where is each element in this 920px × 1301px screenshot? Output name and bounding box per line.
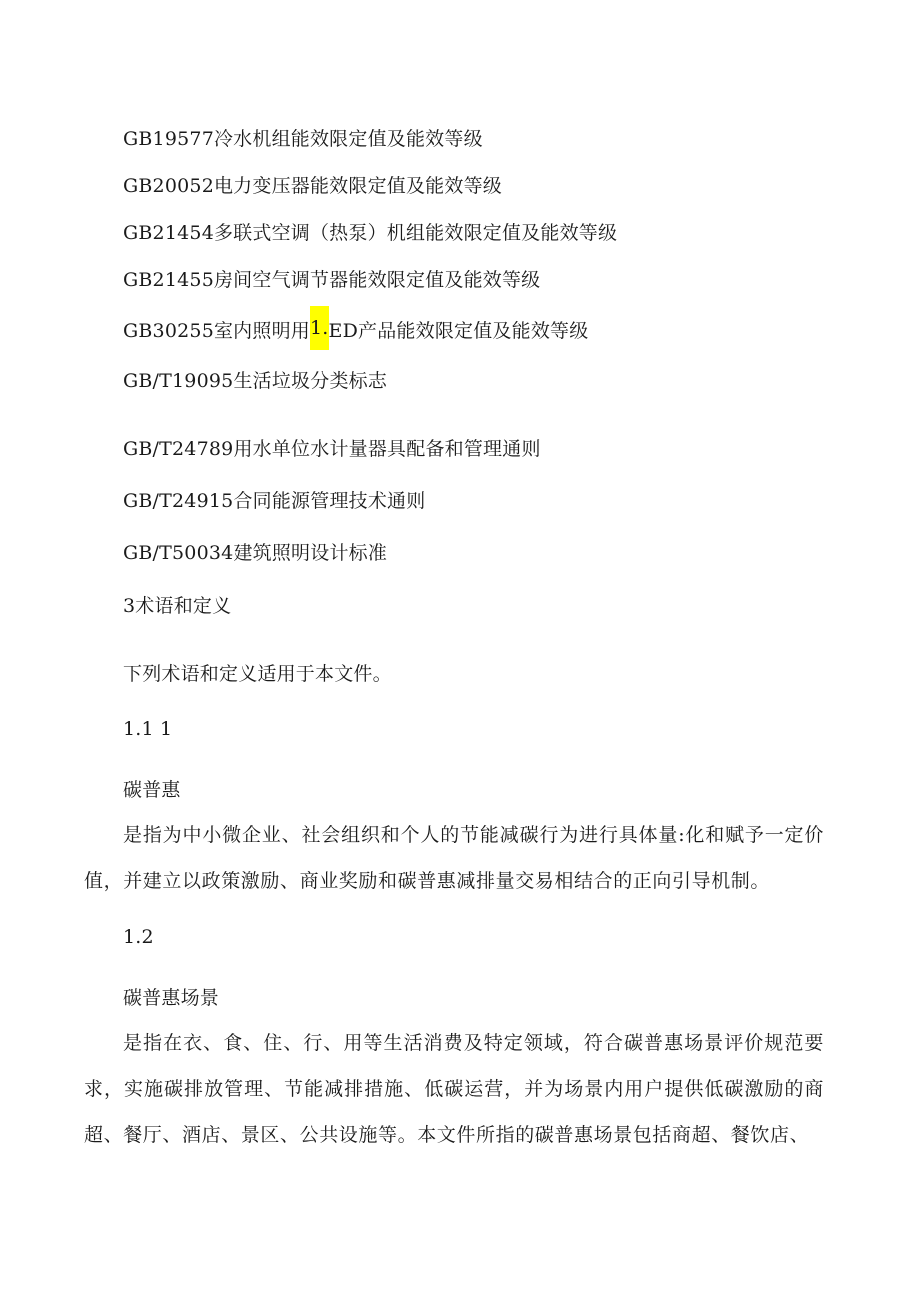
standard-ref: GB20052电力变压器能效限定值及能效等级 xyxy=(123,175,502,197)
standard-ref: GB/T50034建筑照明设计标准 xyxy=(123,542,388,564)
term-definition: 是指为中小微企业、社会组织和个人的节能减碳行为进行具体量:化和赋予一定价值，并建立以政策激励、商业奖励和碳普惠减排量交易相结合的正向引导机制。 xyxy=(84,824,824,892)
standard-ref-led xyxy=(123,314,588,350)
standard-ref: GB/T24915合同能源管理技术通则 xyxy=(123,490,426,512)
standard-ref: GB/T19095生活垃圾分类标志 xyxy=(123,370,388,392)
standard-ref-part: GB30255室内照明用 xyxy=(123,320,310,342)
term-name: 碳普惠场景 xyxy=(123,987,220,1009)
section-heading: 3术语和定义 xyxy=(123,595,232,617)
standard-ref: GB19577冷水机组能效限定值及能效等级 xyxy=(123,128,483,150)
term-name: 碳普惠 xyxy=(123,779,181,801)
term-number: 1.2 xyxy=(123,926,154,948)
standard-ref: GB/T24789用水单位水计量器具配备和管理通则 xyxy=(123,438,541,460)
standard-ref: GB21454多联式空调（热泵）机组能效限定值及能效等级 xyxy=(123,222,618,244)
standard-ref: GB21455房间空气调节器能效限定值及能效等级 xyxy=(123,269,541,291)
term-definition: 是指在衣、食、住、行、用等生活消费及特定领域，符合碳普惠场景评价规范要求，实施碳排放管理、节能减排措施、低碳运营，并为场景内用户提供低碳激励的商超、餐厅、酒店、景区、公共设施等。本文件所指的碳普惠场景包括商超、餐饮店、 xyxy=(84,1032,824,1146)
section-intro: 下列术语和定义适用于本文件。 xyxy=(123,663,392,685)
standard-ref-part: ED产品能效限定值及能效等级 xyxy=(328,320,589,342)
highlighted-text: 1. xyxy=(310,306,329,350)
term-number: 1.1 1 xyxy=(123,718,173,740)
